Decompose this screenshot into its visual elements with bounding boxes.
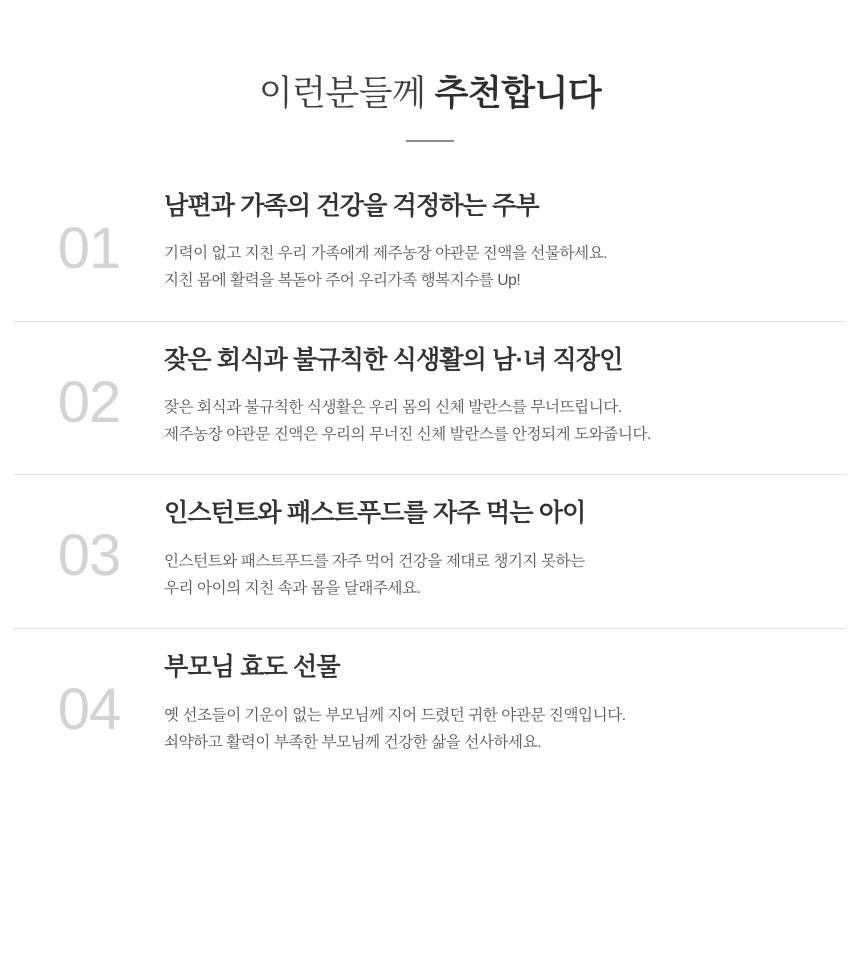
item-heading: 인스턴트와 패스트푸드를 자주 먹는 아이: [164, 499, 586, 528]
item-description-line-2: 제주농장 야관문 진액은 우리의 무너진 신체 발란스를 안정되게 도와줍니다.: [164, 426, 651, 444]
item-description-line-2: 지친 몸에 활력을 복돋아 주어 우리가족 행복지수를 Up!: [164, 272, 521, 290]
item-heading: 부모님 효도 선물: [164, 653, 340, 681]
page-title-normal: 이런분들께: [258, 74, 435, 113]
item-description: [164, 548, 826, 602]
list-item: [14, 182, 846, 321]
item-number: 01: [57, 215, 121, 281]
item-description-line-2: 우리 아이의 지친 속과 몸을 달래주세요.: [164, 579, 421, 597]
item-description-line-2: 쇠약하고 활력이 부족한 부모님께 건강한 삶을 선사하세요.: [164, 733, 542, 751]
item-number: 03: [57, 523, 121, 589]
section-header: [0, 0, 860, 142]
item-description-line-1: 잦은 회식과 불규칙한 식생활은 우리 몸의 신체 발란스를 무너뜨립니다.: [164, 399, 622, 416]
list-item: [14, 321, 846, 475]
item-heading: 남편과 가족의 건강을 걱정하는 주부: [164, 191, 539, 220]
item-description-line-1: 인스턴트와 패스트푸드를 자주 먹어 건강을 제대로 챙기지 못하는: [164, 552, 585, 570]
item-body: [164, 344, 846, 449]
item-description-line-1: 옛 선조들이 기운이 없는 부모님께 지어 드렸던 귀한 야관문 진액입니다.: [164, 706, 626, 724]
title-divider: [406, 140, 454, 142]
item-description: [164, 702, 826, 756]
item-number: 02: [57, 369, 121, 435]
item-body: [164, 190, 846, 295]
item-description: [164, 394, 826, 448]
page-title: [0, 72, 860, 116]
item-number: 04: [57, 677, 121, 742]
item-description: [164, 240, 826, 294]
list-item: [14, 474, 846, 628]
item-heading: 잦은 회식과 불규칙한 식생활의 남·녀 직장인: [164, 345, 623, 374]
recommendation-list: [0, 182, 860, 782]
item-description-line-1: 기력이 없고 지친 우리 가족에게 제주농장 야관문 진액을 선물하세요.: [164, 245, 608, 263]
item-body: [164, 651, 846, 756]
item-body: [164, 497, 846, 602]
page-title-strong: 추천합니다: [434, 74, 602, 113]
list-item: [14, 628, 846, 782]
